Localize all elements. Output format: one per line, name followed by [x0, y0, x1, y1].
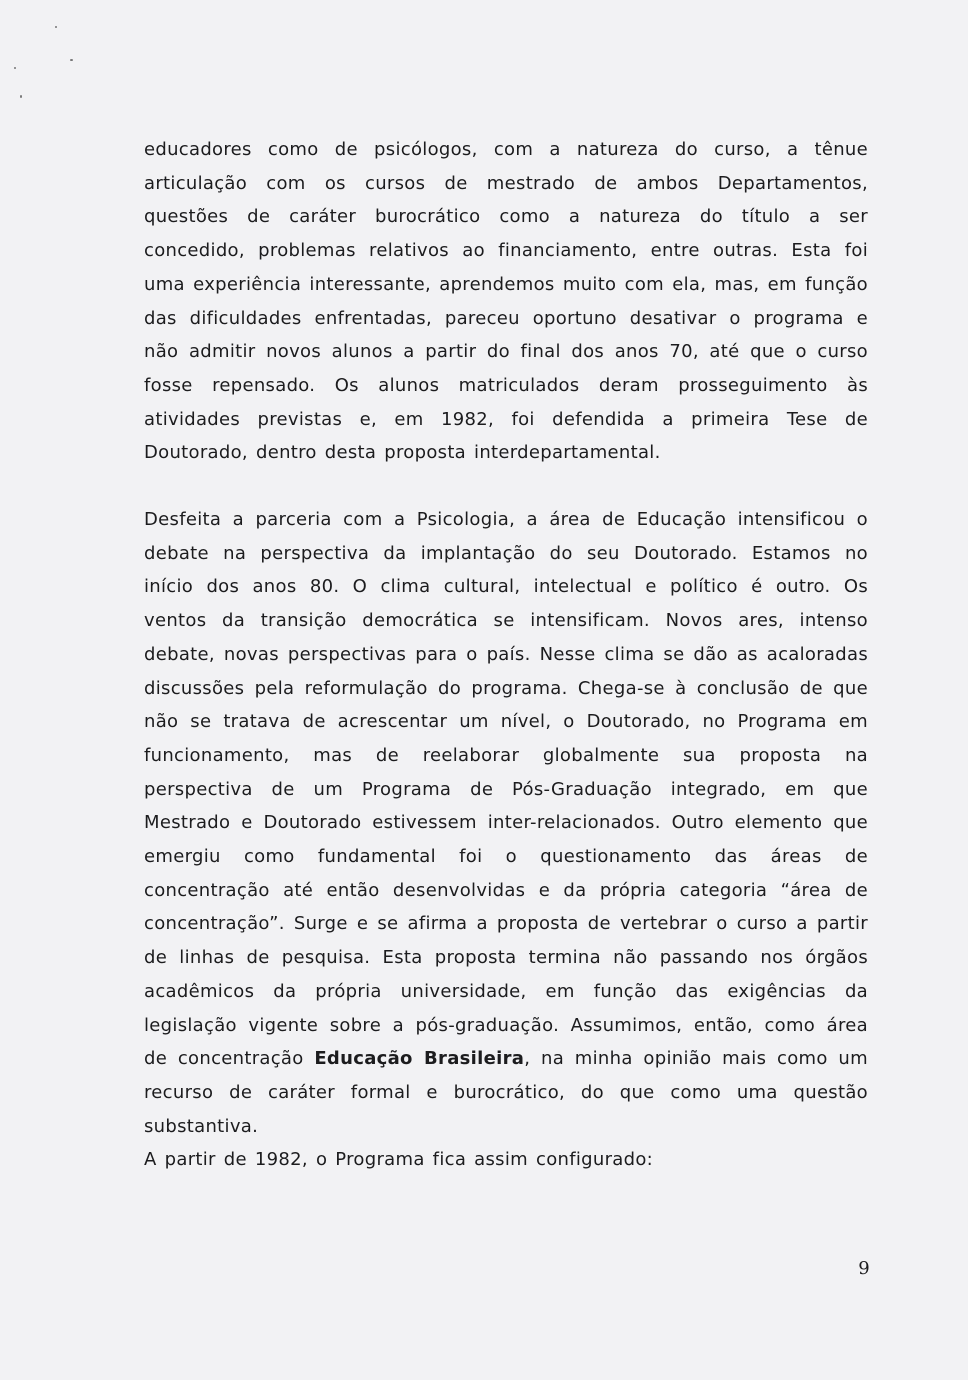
paragraph-3: A partir de 1982, o Programa fica assim configurado:	[144, 1149, 654, 1170]
scan-speck	[70, 59, 73, 61]
paragraph-2	[144, 503, 868, 1143]
page-number: 9	[858, 1258, 870, 1279]
scan-speck	[14, 67, 16, 69]
paragraph-2-bold-term: Educação Brasileira	[314, 1048, 525, 1070]
paragraph-2-text-end: , na minha opinião mais como um recurso de caráter formal e burocrático, do que como uma questão substantiva.	[144, 1048, 868, 1137]
scan-speck	[55, 26, 57, 28]
paragraph-2-text-start: Desfeita a parceria com a Psicologia, a área de Educação intensificou o debate na perspectiva da implantação do seu Doutorado. Estamos no início dos anos 80. O clima cultural, intelectual e político é outro. Os ventos da transição democrática se intensificam. Novos ares, intenso debate, novas perspectivas para o país. Nesse clima se dão as acaloradas discussões pela reformulação do programa. Chega-se à conclusão de que não se tratava de acrescentar um nível, o Doutorado, no Programa em funcionamento, mas de reelaborar globalmente sua proposta na perspectiva de um Programa de Pós-Graduação integrado, em que Mestrado e Doutorado estivessem inter-relacionados. Outro elemento que emergiu como fundamental foi o questionamento das áreas de concentração até então desenvolvidas e da própria categoria “área de concentração”. Surge e se afirma a proposta de vertebrar o curso a partir de linhas de pesquisa. Esta proposta termina não passando nos órgãos acadêmicos da própria universidade, em função das exigências da legislação vigente sobre a pós-graduação. Assumimos, então, como área de concentração	[144, 509, 868, 1070]
scan-speck	[20, 95, 22, 98]
paragraph-1: educadores como de psicólogos, com a natureza do curso, a tênue articulação com os cursos de mestrado de ambos Departamentos, questões de caráter burocrático como a natureza do título a ser concedido, problemas relativos ao financiamento, entre outras. Esta foi uma experiência interessante, aprendemos muito com ela, mas, em função das dificuldades enfrentadas, pareceu oportuno desativar o programa e não admitir novos alunos a partir do final dos anos 70, até que o curso fosse repensado. Os alunos matriculados deram prosseguimento às atividades previstas e, em 1982, foi defendida a primeira Tese de Doutorado, dentro desta proposta interdepartamental.	[144, 139, 868, 464]
